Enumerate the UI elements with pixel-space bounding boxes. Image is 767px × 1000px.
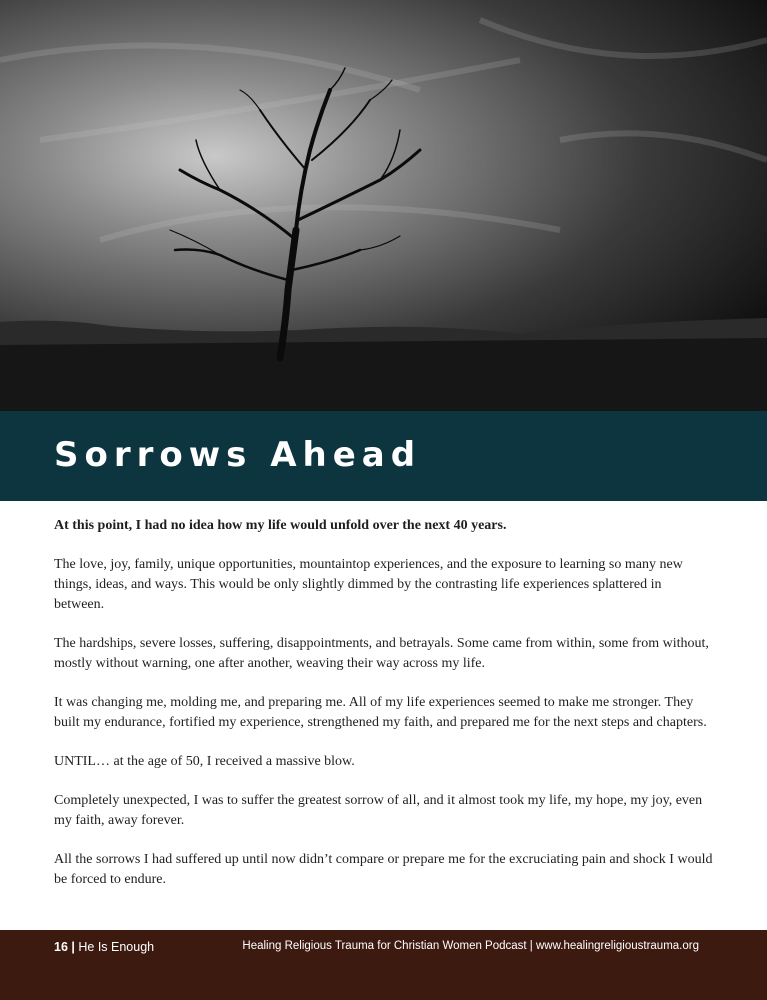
title-band [0, 411, 767, 501]
tree-landscape-photo [0, 0, 767, 411]
footer-separator: | [71, 940, 75, 954]
paragraph: It was changing me, molding me, and preparing me. All of my life experiences seemed to make me stronger. They built my endurance, fortified my experience, strengthened my faith, and prepared me for the next steps and chapters. [54, 695, 707, 730]
page-title: Sorrows Ahead [54, 435, 422, 475]
footer-left [54, 940, 154, 954]
book-title: He Is Enough [78, 940, 155, 954]
hero-image [0, 0, 767, 411]
paragraph: The love, joy, family, unique opportunities, mountaintop experiences, and the exposure to learning so many new things, ideas, and ways. This would be only slightly dimmed by the contrasting life experiences splattered in between. [54, 557, 683, 612]
lead-paragraph: At this point, I had no idea how my life would unfold over the next 40 years. [54, 518, 507, 533]
page-number: 16 [54, 940, 68, 954]
paragraph: Completely unexpected, I was to suffer the greatest sorrow of all, and it almost took my life, my hope, my joy, even my faith, away forever. [54, 793, 703, 828]
paragraph: All the sorrows I had suffered up until now didn’t compare or prepare me for the excruciating pain and shock I would be forced to endure. [54, 852, 713, 887]
body-text [54, 516, 714, 909]
page-footer [0, 930, 767, 1000]
paragraph: UNTIL… at the age of 50, I received a massive blow. [54, 754, 355, 769]
footer-credit: Healing Religious Trauma for Christian Women Podcast | www.healingreligioustrauma.org [242, 940, 699, 952]
paragraph: The hardships, severe losses, suffering, disappointments, and betrayals. Some came from within, some from without, mostly without warning, one after another, weaving their way across my life. [54, 636, 709, 671]
